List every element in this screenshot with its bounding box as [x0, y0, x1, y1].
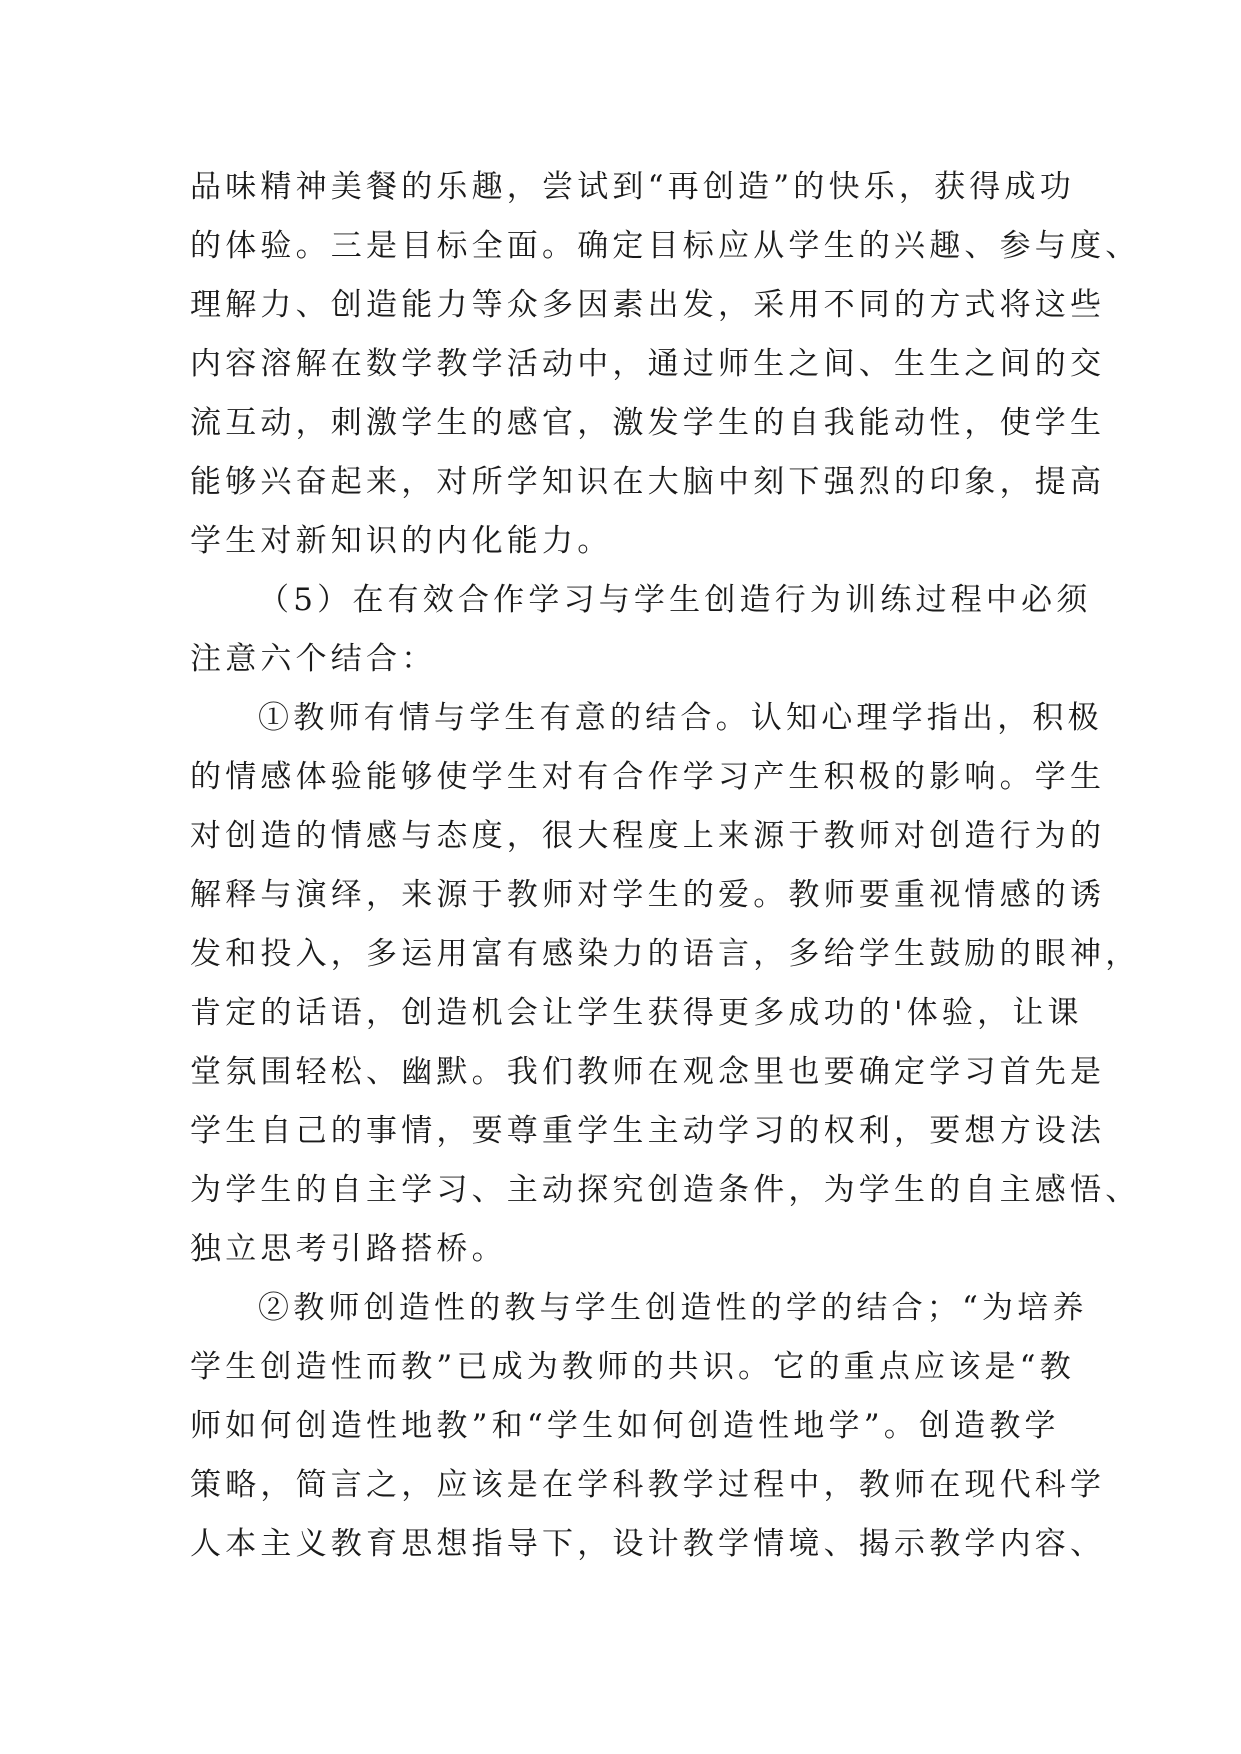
text-line: 能够兴奋起来，对所学知识在大脑中刻下强烈的印象，提高: [190, 464, 1106, 500]
text-line: 堂氛围轻松、幽默。我们教师在观念里也要确定学习首先是: [190, 1054, 1106, 1090]
text-line: 品味精神美餐的乐趣，尝试到“再创造”的快乐，获得成功: [190, 169, 1075, 205]
text-line: 内容溶解在数学教学活动中，通过师生之间、生生之间的交: [190, 346, 1106, 382]
body-text: [190, 158, 1141, 1574]
text-line: 的体验。三是目标全面。确定目标应从学生的兴趣、参与度、: [190, 228, 1141, 264]
text-line: 为学生的自主学习、主动探究创造条件，为学生的自主感悟、: [190, 1172, 1141, 1208]
text-line: 发和投入，多运用富有感染力的语言，多给学生鼓励的眼神，: [190, 936, 1141, 972]
text-line: ①教师有情与学生有意的结合。认知心理学指出，积极: [258, 700, 1103, 736]
text-line: 解释与演绎，来源于教师对学生的爱。教师要重视情感的诱: [190, 877, 1106, 913]
text-line: 对创造的情感与态度，很大程度上来源于教师对创造行为的: [190, 818, 1106, 854]
text-line: 肯定的话语，创造机会让学生获得更多成功的'体验，让课: [190, 995, 1083, 1031]
text-line: 的情感体验能够使学生对有合作学习产生积极的影响。学生: [190, 759, 1106, 795]
text-line: 学生创造性而教”已成为教师的共识。它的重点应该是“教: [190, 1349, 1075, 1385]
text-line: 理解力、创造能力等众多因素出发，采用不同的方式将这些: [190, 287, 1106, 323]
text-line: 人本主义教育思想指导下，设计教学情境、揭示教学内容、: [190, 1526, 1106, 1562]
text-line: ②教师创造性的教与学生创造性的学的结合；“为培养: [258, 1290, 1088, 1326]
text-line: 师如何创造性地教”和“学生如何创造性地学”。创造教学: [190, 1408, 1060, 1444]
text-line: 学生对新知识的内化能力。: [190, 523, 613, 559]
text-line: （5）在有效合作学习与学生创造行为训练过程中必须: [258, 582, 1092, 618]
text-line: 流互动，刺激学生的感官，激发学生的自我能动性，使学生: [190, 405, 1106, 441]
text-line: 独立思考引路搭桥。: [190, 1231, 507, 1267]
text-line: 注意六个结合：: [190, 641, 437, 677]
text-line: 策略，简言之，应该是在学科教学过程中，教师在现代科学: [190, 1467, 1106, 1503]
text-line: 学生自己的事情，要尊重学生主动学习的权利，要想方设法: [190, 1113, 1106, 1149]
